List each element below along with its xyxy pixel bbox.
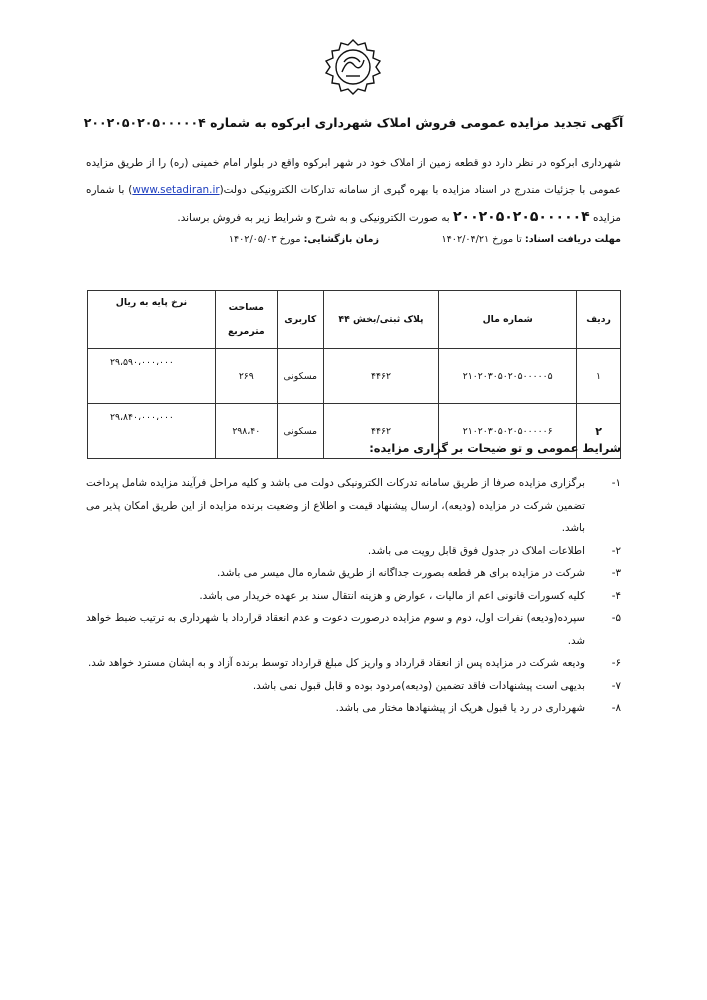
list-item bbox=[86, 472, 621, 540]
conditions-title: شرایط عمومی و تو ضیحات بر گزاری مزایده: bbox=[369, 441, 621, 455]
item-text: شرکت در مزایده برای هر قطعه بصورت جداگانه از طریق شماره مال میسر می باشد. bbox=[217, 567, 585, 579]
cell-plate: ۴۴۶۲ bbox=[323, 404, 439, 459]
intro-text-end: به صورت الکترونیکی و به شرح و شرایط زیر به فروش برساند. bbox=[177, 212, 450, 224]
header-area-line1: مساحت bbox=[228, 301, 264, 313]
list-item bbox=[86, 562, 621, 585]
table-row bbox=[88, 349, 621, 404]
header-base-price: نرخ پایه به ریال bbox=[88, 291, 216, 349]
intro-paragraph bbox=[86, 150, 621, 232]
cell-area: ۲۶۹ bbox=[215, 349, 277, 404]
cell-usage: مسکونی bbox=[277, 349, 323, 404]
item-number: ۲- bbox=[611, 544, 621, 557]
conditions-list bbox=[86, 472, 621, 720]
receive-deadline bbox=[441, 234, 621, 250]
list-item bbox=[86, 675, 621, 698]
receive-deadline-label: مهلت دریافت اسناد: bbox=[524, 234, 621, 245]
municipality-logo-icon bbox=[320, 38, 386, 96]
intro-text: شهرداری ابرکوه در نظر دارد دو قطعه زمین از املاک خود در شهر ابرکوه واقع در بلوار امام خمینی (ره) را از طریق مزایده عمومی با جزئیات مندرج در اسناد مزایده با بهره گیری از سامانه تدارکات الکترونیکی دولت( bbox=[86, 157, 621, 196]
header-area-line2: مترمربع bbox=[227, 325, 265, 337]
list-item bbox=[86, 697, 621, 720]
header-property-number: شماره مال bbox=[439, 291, 577, 349]
opening-time-value: مورخ ۱۴۰۲/۰۵/۰۳ bbox=[228, 234, 301, 245]
item-number: ۴- bbox=[611, 589, 621, 602]
cell-property-number: ۲۱۰۲۰۳۰۵۰۲۰۵۰۰۰۰۰۵ bbox=[439, 349, 577, 404]
item-number: ۸- bbox=[611, 702, 621, 714]
list-item bbox=[86, 652, 621, 675]
auction-number: ۲۰۰۲۰۵۰۲۰۵۰۰۰۰۰۴ bbox=[452, 209, 590, 225]
list-item bbox=[86, 607, 621, 652]
page-title: آگهی تجدید مزایده عمومی فروش املاک شهرداری ابرکوه به شماره ۲۰۰۲۰۵۰۲۰۵۰۰۰۰۰۴ bbox=[83, 115, 624, 130]
opening-time bbox=[229, 234, 379, 250]
item-number: ۷- bbox=[611, 679, 621, 692]
header-usage: کاربری bbox=[277, 291, 323, 349]
item-text: ودیعه شرکت در مزایده پس از انعقاد قرارداد و واریز کل مبلغ قرارداد توسط برنده آزاد و به ایشان مسترد خواهد شد. bbox=[88, 657, 585, 669]
list-item bbox=[86, 540, 621, 563]
header-plate: پلاک ثبتی/بخش ۴۴ bbox=[323, 291, 439, 349]
opening-time-label: زمان بازگشایی: bbox=[303, 234, 379, 245]
cell-property-number: ۲۱۰۲۰۳۰۵۰۲۰۵۰۰۰۰۰۶ bbox=[439, 404, 577, 459]
setadiran-link[interactable]: www.setadiran.ir bbox=[132, 184, 220, 196]
properties-table bbox=[87, 290, 621, 459]
item-text: اطلاعات املاک در جدول فوق قابل رویت می باشد. bbox=[367, 544, 585, 557]
intro-text-2: ) با شماره مزایده bbox=[86, 184, 621, 224]
item-text: کلیه کسورات قانونی اعم از مالیات ، عوارض و هزینه انتقال سند بر عهده خریدار می باشد. bbox=[199, 589, 585, 602]
cell-base-price: ۲۹،۸۴۰،۰۰۰،۰۰۰ bbox=[88, 404, 216, 459]
cell-plate: ۴۴۶۲ bbox=[323, 349, 439, 404]
item-text: سپرده(ودیعه) نفرات اول، دوم و سوم مزایده درصورت دعوت و عدم انعقاد قرارداد با شهرداری به ترتیب ضبط خواهد شد. bbox=[86, 612, 585, 647]
item-number: ۱- bbox=[611, 477, 621, 489]
item-text: بدیهی است پیشنهادات فاقد تضمین (ودیعه)مردود بوده و قابل قبول نمی باشد. bbox=[252, 679, 585, 692]
cell-usage: مسکونی bbox=[277, 404, 323, 459]
cell-row-number: ۱ bbox=[577, 349, 621, 404]
cell-base-price: ۲۹،۵۹۰،۰۰۰،۰۰۰ bbox=[88, 349, 216, 404]
header-row-number: ردیف bbox=[577, 291, 621, 349]
receive-deadline-value: تا مورخ ۱۴۰۲/۰۴/۲۱ bbox=[441, 234, 522, 245]
item-text: برگزاری مزایده صرفا از طریق سامانه تدرکات الکترونیکی دولت می باشد و کلیه مراحل فرآیند مزایده شامل پرداخت تضمین شرکت در مزایده (ودیعه)، ارسال پیشنهاد قیمت و اطلاع از وضعیت برنده مزایده از این طریق امکان پذیر می باشد. bbox=[86, 477, 585, 534]
list-item bbox=[86, 585, 621, 608]
cell-row-number: ۲ bbox=[577, 404, 621, 459]
cell-area: ۲۹۸،۴۰ bbox=[215, 404, 277, 459]
item-number: ۳- bbox=[611, 567, 621, 579]
item-number: ۶- bbox=[611, 657, 621, 669]
header-area bbox=[215, 291, 277, 349]
item-text: شهرداری در رد یا قبول هریک از پیشنهادها مختار می باشد. bbox=[335, 702, 585, 714]
item-number: ۵- bbox=[611, 612, 621, 624]
table-header-row bbox=[88, 291, 621, 349]
